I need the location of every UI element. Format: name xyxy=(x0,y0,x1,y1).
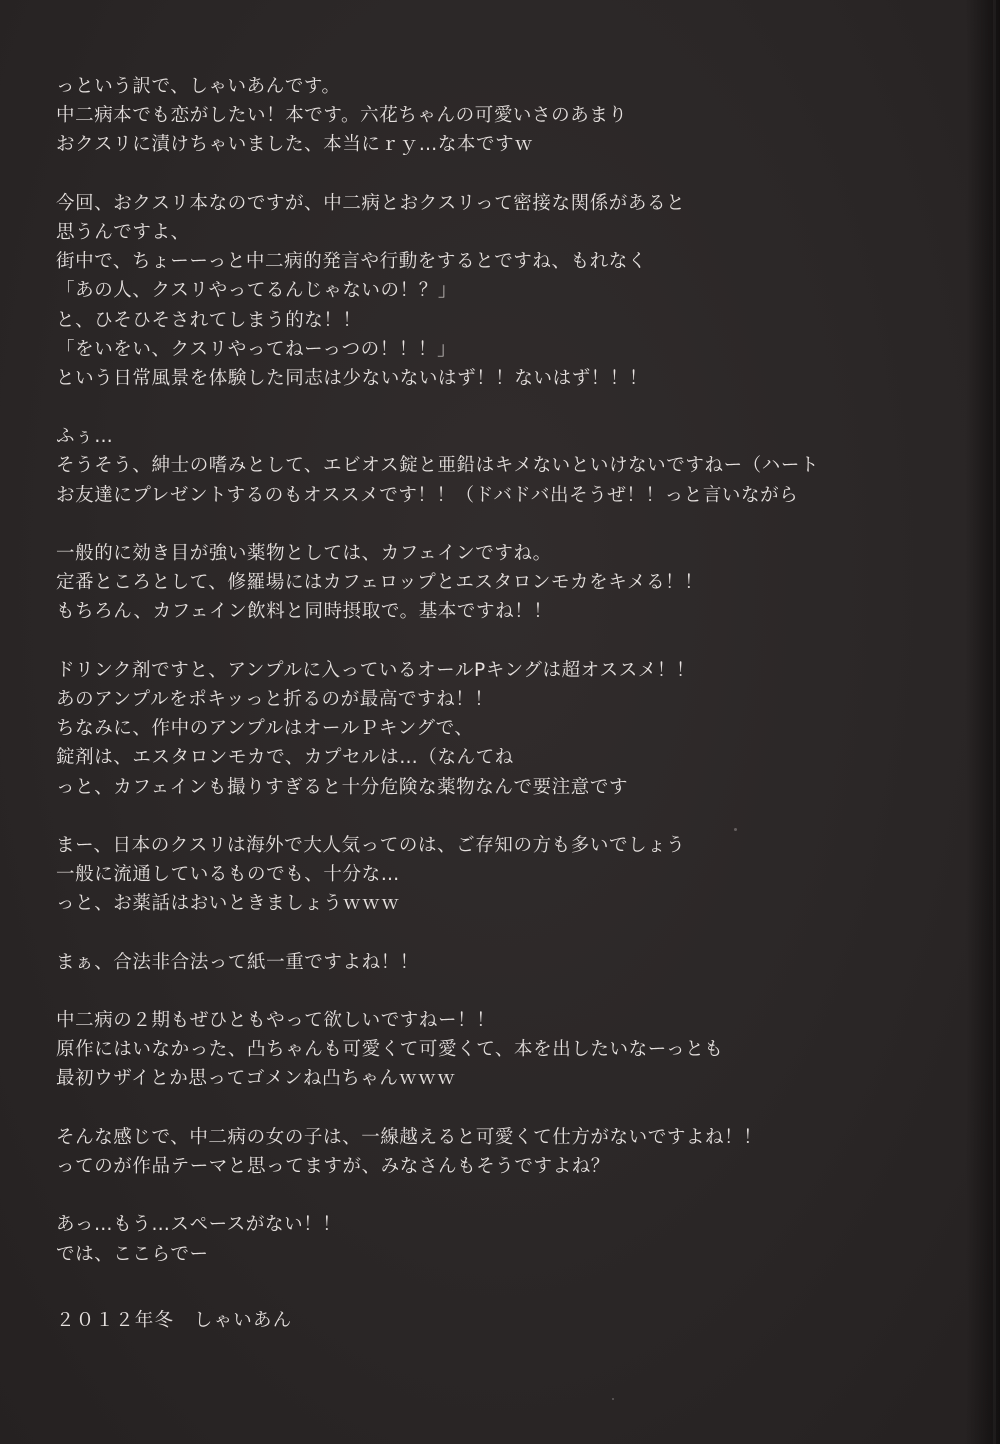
text-line: 一般的に効き目が強い薬物としては、カフェインですね。 xyxy=(56,543,552,564)
text-line: ってのが作品テーマと思ってますが、みなさんもそうですよね？ xyxy=(56,1155,610,1177)
text-line xyxy=(56,627,936,656)
text-line: 最初ウザイとか思ってゴメンね凸ちゃんｗｗｗ xyxy=(56,1068,456,1090)
text-line: ふぅ… xyxy=(56,426,114,448)
text-line: ちなみに、作中のアンプルはオールＰキングで、 xyxy=(56,718,474,740)
text-line: っと、カフェインも撮りすぎると十分危険な薬物なんで要注意です xyxy=(56,776,629,798)
text-line: 中二病の２期もぜひともやって欲しいですねー！！ xyxy=(56,1010,496,1031)
text-line xyxy=(56,510,936,539)
text-line: 錠剤は、エスタロンモカで、カプセルは…（なんてね xyxy=(56,747,514,769)
text-line xyxy=(56,977,936,1006)
text-line: 定番ところとして、修羅場にはカフェロップとエスタロンモカをキメる！！ xyxy=(56,572,704,594)
text-line: という日常風景を体験した同志は少ないないはず！！ないはず！！！ xyxy=(56,367,649,389)
text-line: まー、日本のクスリは海外で大人気ってのは、ご存知の方も多いでしょう xyxy=(56,834,686,856)
text-line: 中二病本でも恋がしたい！本です。六花ちゃんの可愛いさのあまり xyxy=(56,105,628,127)
text-line: 「をいをい、クスリやってねーっつの！！！」 xyxy=(56,338,457,360)
text-line: まぁ、合法非合法って紙一重ですよね！！ xyxy=(56,951,419,973)
text-line xyxy=(56,802,936,831)
text-line: っという訳で、しゃいあんです。 xyxy=(56,76,341,97)
text-line: 街中で、ちょーーっと中二病的発言や行動をするとですね、もれなく xyxy=(56,251,647,273)
dust-speck xyxy=(734,828,737,831)
text-line xyxy=(56,918,936,947)
text-line: 一般に流通しているものでも、十分な… xyxy=(56,864,400,886)
dust-speck xyxy=(612,1398,614,1400)
text-line: 思うんですよ、 xyxy=(56,221,190,243)
text-line: 今回、おクスリ本なのですが、中二病とおクスリって密接な関係があると xyxy=(56,192,686,214)
text-line: お友達にプレゼントするのもオススメです！！（ドバドバ出そうぜ！！っと言いながら xyxy=(56,484,799,506)
text-line: と、ひそひそされてしまう的な！！ xyxy=(56,309,362,331)
text-line xyxy=(56,160,936,189)
text-line: おクスリに漬けちゃいました、本当にｒｙ…な本ですｗ xyxy=(56,134,534,156)
text-line: そうそう、紳士の嗜みとして、エビオス錠と亜鉛はキメないといけないですねー（ハート xyxy=(56,455,820,477)
text-line: 原作にはいなかった、凸ちゃんも可愛くて可愛くて、本を出したいなーっとも xyxy=(56,1039,724,1061)
text-line: ドリンク剤ですと、アンプルに入っているオールPキングは超オススメ！！ xyxy=(56,659,696,681)
afterword-text xyxy=(56,72,936,1269)
text-line xyxy=(56,1094,936,1123)
text-line xyxy=(56,393,936,422)
text-line: あのアンプルをポキッっと折るのが最高ですね！！ xyxy=(56,688,494,710)
text-line: あっ…もう…スペースがない！！ xyxy=(56,1214,342,1236)
page-edge-highlight xyxy=(993,0,996,1444)
text-line xyxy=(56,1181,936,1210)
text-line: 「あの人、クスリやってるんじゃないの！？」 xyxy=(56,280,457,302)
author-signature: ２０１２年冬 しゃいあん xyxy=(56,1310,293,1331)
text-line: っと、お薬話はおいときましょうｗｗｗ xyxy=(56,893,400,915)
text-line: では、ここらでー xyxy=(56,1243,209,1265)
text-line: もちろん、カフェイン飲料と同時摂取で。基本ですね！！ xyxy=(56,601,553,623)
text-line: そんな感じで、中二病の女の子は、一線越えると可愛くて仕方がないですよね！！ xyxy=(56,1126,763,1148)
